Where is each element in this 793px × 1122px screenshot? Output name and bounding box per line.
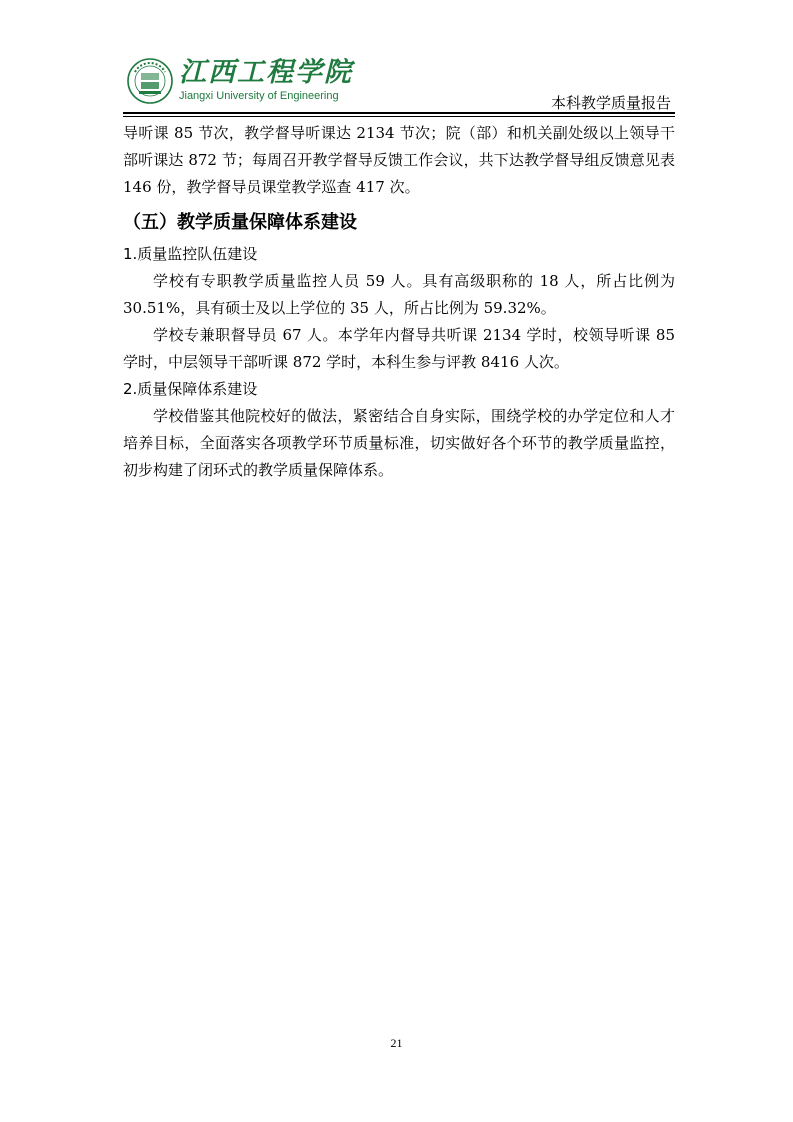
subsection-title-1: 1.质量监控队伍建设	[123, 245, 258, 263]
university-seal-icon	[127, 58, 173, 104]
school-name-cn: 江西工程学院	[179, 57, 353, 88]
paragraph: 学校借鉴其他院校好的做法，紧密结合自身实际，围绕学校的办学定位和人才培养目标，全面落实各项教学环节质量标准，切实做好各个环节的教学质量监控，初步构建了闭环式的教学质量保障体系。	[123, 407, 675, 479]
section-title: （五）教学质量保障体系建设	[123, 212, 357, 233]
report-title: 本科教学质量报告	[550, 94, 671, 112]
subsection-title-2: 2.质量保障体系建设	[123, 380, 258, 398]
page-header	[123, 50, 675, 116]
school-name-en: Jiangxi University of Engineering	[179, 90, 339, 102]
header-divider-thick	[123, 112, 675, 114]
paragraph: 学校专兼职督导员 67 人。本学年内督导共听课 2134 学时，校领导听课 85 学时，中层领导干部听课 872 学时，本科生参与评教 8416 人次。	[123, 326, 680, 371]
page-content	[123, 120, 680, 484]
page-number: 21	[390, 1036, 403, 1050]
paragraph: 学校有专职教学质量监控人员 59 人。具有高级职称的 18 人，所占比例为 30.51%，具有硕士及以上学位的 35 人，所占比例为 59.32%。	[123, 272, 680, 317]
header-divider-thin	[123, 116, 675, 117]
continued-paragraph: 导听课 85 节次，教学督导听课达 2134 节次；院（部）和机关副处级以上领导干部听课达 872 节；每周召开教学督导反馈工作会议，共下达教学督导组反馈意见表 146 份，教学督导员课堂教学巡查 417 次。	[123, 124, 680, 196]
